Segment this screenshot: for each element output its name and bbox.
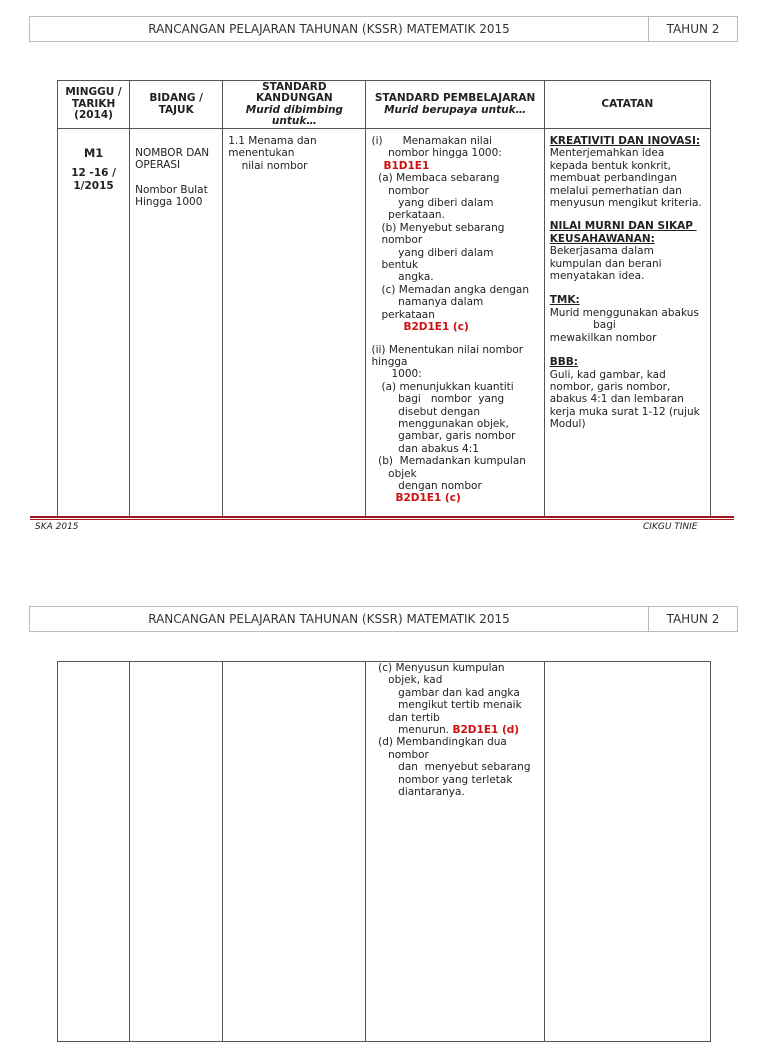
pembelajaran-line: namanya dalam (371, 296, 484, 309)
pembelajaran-line: (c) Menyusun kumpulan (371, 662, 505, 674)
pembelajaran-line: 1000: (371, 368, 422, 381)
pembelajaran-line: disebut dengan (371, 405, 480, 418)
pembelajaran-line: perkataan. (371, 209, 445, 222)
header-year: TAHUN 2 (648, 17, 737, 41)
catatan-line: kepada bentuk konkrit, (549, 159, 671, 172)
cell-bidang: NOMBOR DAN OPERASI Nombor Bulat Hingga 1000 (130, 129, 223, 517)
pembelajaran-line: (i) Menamakan nilai (371, 135, 493, 147)
table-row (58, 129, 711, 517)
tmk-title: TMK: (549, 294, 580, 307)
footer-left: SKA 2015 (35, 522, 79, 532)
page-divider (30, 516, 734, 520)
page2-header (29, 606, 738, 632)
catatan-line: Murid menggunakan abakus (549, 306, 699, 319)
pembelajaran-line: nombor hingga 1000: (371, 147, 502, 160)
code-b2d1e1-c-2: B2D1E1 (c) (395, 492, 461, 505)
catatan-line: bagi (549, 319, 616, 332)
pembelajaran-line: diantaranya. (371, 786, 465, 799)
pembelajaran-line: dan tertib (371, 711, 440, 724)
p2-cell-pembelajaran: (c) Menyusun kumpulan objek, kad gambar dan kad angka mengikut tertib menaik dan tertib menurun. B2D1E1 (d) (d) Membandingkan dua nombor dan menyebut sebarang nombor yang terletak diantaranya. (366, 662, 544, 1042)
footer-right: CIKGU TINIE (643, 522, 698, 532)
pembelajaran-line: angka. (371, 271, 434, 284)
col-standard-pembelajaran: STANDARD PEMBELAJARAN Murid berupaya untuk… (366, 81, 544, 129)
pembelajaran-line: (b) Memadankan kumpulan (371, 455, 526, 468)
cell-catatan (544, 129, 710, 517)
pembelajaran-line: yang diberi dalam (371, 246, 494, 259)
cell-kandungan: 1.1 Menama dan menentukan nilai nombor (223, 129, 366, 517)
pembelajaran-line: nombor (371, 748, 429, 761)
pembelajaran-line: yang diberi dalam (371, 197, 494, 210)
pembelajaran-line: nombor (371, 234, 423, 247)
pembelajaran-line: gambar dan kad angka (371, 686, 520, 699)
code-b2d1e1-d: B2D1E1 (d) (452, 724, 520, 737)
bbb-title: BBB: (549, 356, 578, 369)
pembelajaran-line: (d) Membandingkan dua (371, 736, 507, 749)
catatan-line: mewakilkan nombor (549, 331, 657, 344)
table-row (58, 662, 711, 1042)
page2-header-year: TAHUN 2 (648, 607, 737, 631)
catatan-line: kumpulan dan berani (549, 257, 662, 270)
pembelajaran-line: objek, kad (371, 674, 443, 687)
pembelajaran-line: (a) Membaca sebarang (371, 172, 500, 185)
catatan-line: kerja muka surat 1-12 (rujuk (549, 405, 700, 418)
nilai-title: NILAI MURNI DAN SIKAP (549, 220, 697, 233)
col-bidang: BIDANG / TAJUK (130, 81, 223, 129)
catatan-line: abakus 4:1 dan lembaran (549, 393, 684, 406)
pembelajaran-line: objek (371, 467, 417, 480)
pembelajaran-line: (a) menunjukkan kuantiti (371, 380, 514, 393)
pembelajaran-line: gambar, garis nombor (371, 430, 516, 443)
pembelajaran-line: bagi nombor yang (371, 393, 505, 406)
cell-pembelajaran (366, 129, 544, 517)
p2-cell-catatan (544, 662, 710, 1042)
pembelajaran-line: dan menyebut sebarang (371, 761, 531, 774)
col-minggu: MINGGU / TARIKH (2014) (58, 81, 130, 129)
code-b2d1e1-c: B2D1E1 (c) (403, 321, 469, 334)
page-header (29, 16, 738, 42)
code-b1d1e1: B1D1E1 (383, 159, 430, 172)
catatan-line: menyatakan idea. (549, 270, 645, 283)
catatan-line: melalui pemerhatian dan (549, 184, 682, 197)
page2-header-title: RANCANGAN PELAJARAN TAHUNAN (KSSR) MATEMATIK 2015 (148, 612, 510, 626)
pembelajaran-line: (ii) Menentukan nilai nombor (371, 343, 524, 356)
table-header-row (58, 81, 711, 129)
pembelajaran-line: hingga (371, 355, 408, 368)
catatan-line: Modul) (549, 418, 586, 431)
p2-cell-kandungan (223, 662, 366, 1042)
catatan-line: Bekerjasama dalam (549, 245, 654, 258)
catatan-line: Guli, kad gambar, kad (549, 368, 666, 381)
pembelajaran-line: (c) Memadan angka dengan (371, 283, 530, 296)
pembelajaran-line: menggunakan objek, (371, 417, 509, 430)
p2-cell-minggu (58, 662, 130, 1042)
kreativiti-title: KREATIVITI DAN INOVASI: (549, 135, 701, 147)
pembelajaran-line: perkataan (371, 308, 435, 321)
catatan-line: menyusun mengikut kriteria. (549, 197, 702, 210)
pembelajaran-line: dan abakus 4:1 (371, 442, 479, 455)
pembelajaran-line: (b) Menyebut sebarang (371, 221, 505, 234)
pembelajaran-line: nombor yang terletak (371, 773, 513, 786)
catatan-line: Menterjemahkan idea (549, 147, 665, 160)
pembelajaran-line: mengikut tertib menaik (371, 699, 522, 712)
catatan-line: membuat perbandingan (549, 172, 678, 185)
pembelajaran-line: bentuk (371, 259, 419, 272)
col-catatan: CATATAN (544, 81, 710, 129)
cell-minggu: M1 12 -16 / 1/2015 (58, 129, 130, 517)
pembelajaran-line: dengan nombor (371, 479, 482, 492)
catatan-line: nombor, garis nombor, (549, 380, 671, 393)
header-title: RANCANGAN PELAJARAN TAHUNAN (KSSR) MATEMATIK 2015 (148, 22, 510, 36)
col-standard-kandungan: STANDARD KANDUNGAN Murid dibimbing untuk… (223, 81, 366, 129)
lesson-plan-table (57, 80, 711, 517)
pembelajaran-line: nombor (371, 184, 429, 197)
p2-cell-bidang (130, 662, 223, 1042)
lesson-plan-table-page2 (57, 661, 711, 1042)
nilai-title-2: KEUSAHAWANAN: (549, 232, 655, 245)
